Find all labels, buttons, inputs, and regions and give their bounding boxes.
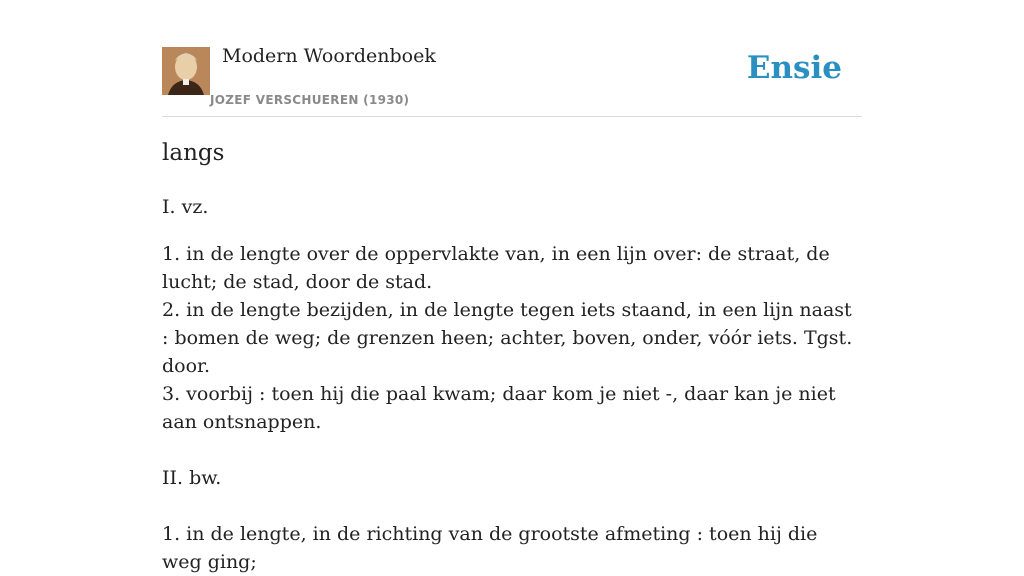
definition-item: 1. in de lengte, in de richting van de grootste afmeting : toen hij die weg ging;: [162, 523, 818, 573]
section-heading-1: I. vz.: [162, 196, 209, 218]
definition-item: 1. in de lengte over de oppervlakte van, in een lijn over: de straat, de lucht; de stad, door de stad.: [162, 243, 830, 293]
entry-body: [162, 193, 862, 576]
dictionary-header: [162, 0, 862, 117]
definition-item: 3. voorbij : toen hij die paal kwam; daar kom je niet -, daar kan je niet aan ontsnappen.: [162, 383, 836, 433]
entry-headword: langs: [162, 140, 225, 166]
section-heading-2: II. bw.: [162, 467, 222, 489]
author-avatar[interactable]: [162, 47, 210, 95]
author-name[interactable]: JOZEF VERSCHUEREN (1930): [210, 93, 410, 107]
definition-item: 2. in de lengte bezijden, in de lengte tegen iets staand, in een lijn naast : bomen de weg; de grenzen heen; achter, boven, onder, vóór iets. Tgst. door.: [162, 299, 853, 377]
brand-logo[interactable]: Ensie: [746, 50, 842, 86]
portrait-icon: [162, 47, 210, 95]
page-container: [162, 0, 862, 573]
book-title-link[interactable]: Modern Woordenboek: [222, 45, 436, 67]
